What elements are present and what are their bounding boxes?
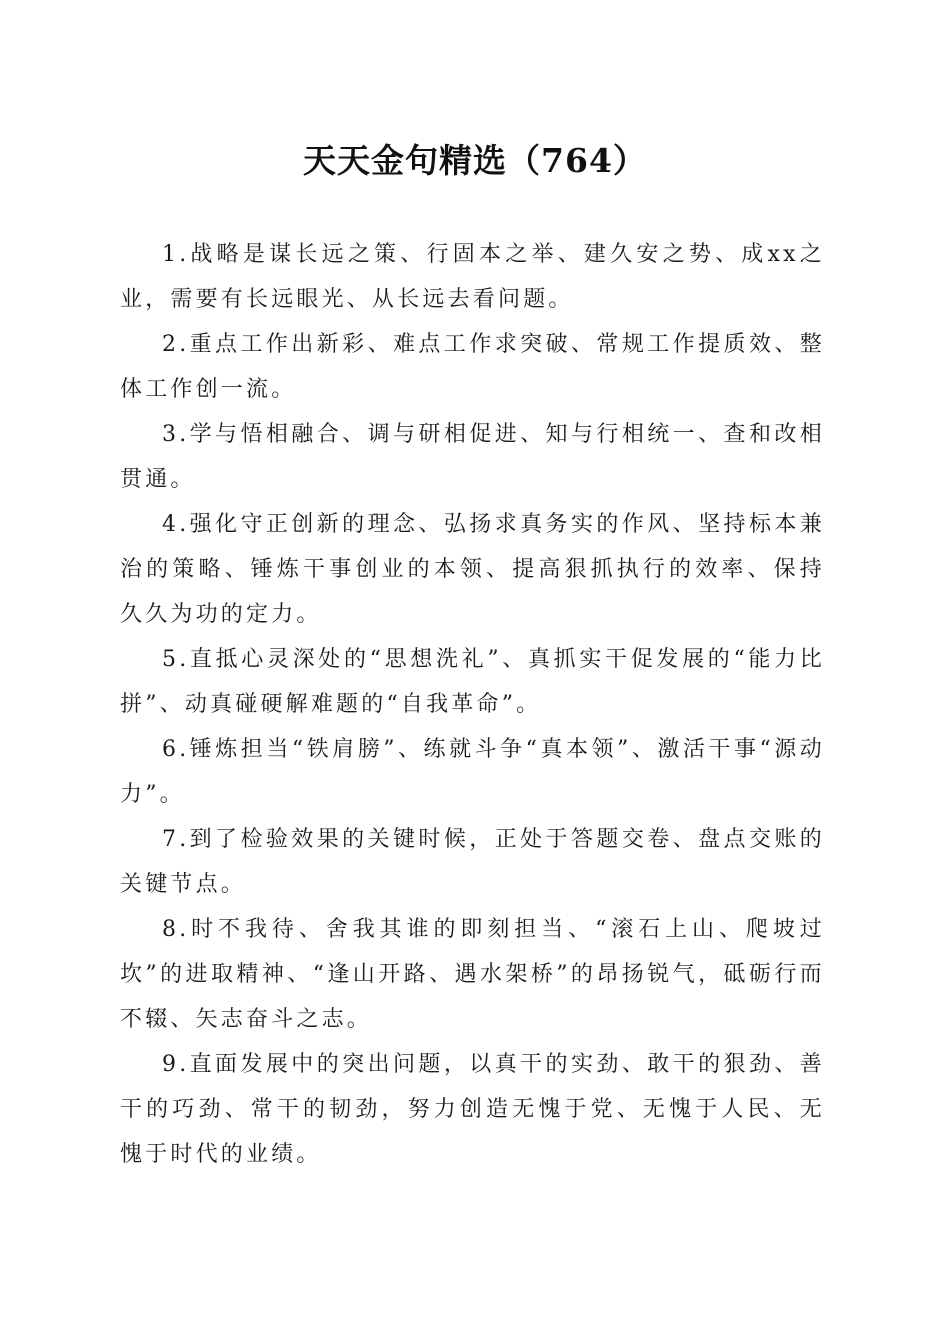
list-item: 8.时不我待、舍我其谁的即刻担当、“滚石上山、爬坡过坎”的进取精神、“逢山开路、遇水架桥”的昂扬锐气，砥砺行而不辍、矢志奋斗之志。 <box>120 917 825 1032</box>
page-title: 天天金句精选（764） <box>303 141 647 180</box>
list-item: 4.强化守正创新的理念、弘扬求真务实的作风、坚持标本兼治的策略、锤炼干事创业的本领、提高狠抓执行的效率、保持久久为功的定力。 <box>120 512 825 627</box>
list-item: 9.直面发展中的突出问题，以真干的实劲、敢干的狠劲、善干的巧劲、常干的韧劲，努力创造无愧于党、无愧于人民、无愧于时代的业绩。 <box>120 1052 825 1167</box>
list-item: 3.学与悟相融合、调与研相促进、知与行相统一、查和改相贯通。 <box>120 422 825 492</box>
list-item: 7.到了检验效果的关键时候，正处于答题交卷、盘点交账的关键节点。 <box>120 827 825 897</box>
list-item: 2.重点工作出新彩、难点工作求突破、常规工作提质效、整体工作创一流。 <box>120 332 825 402</box>
list-item: 1.战略是谋长远之策、行固本之举、建久安之势、成xx之业，需要有长远眼光、从长远去看问题。 <box>120 242 825 312</box>
list-item: 5.直抵心灵深处的“思想洗礼”、真抓实干促发展的“能力比拼”、动真碰硬解难题的“自我革命”。 <box>120 647 825 717</box>
list-item: 6.锤炼担当“铁肩膀”、练就斗争“真本领”、激活干事“源动力”。 <box>120 737 825 807</box>
quote-list <box>120 232 825 1177</box>
